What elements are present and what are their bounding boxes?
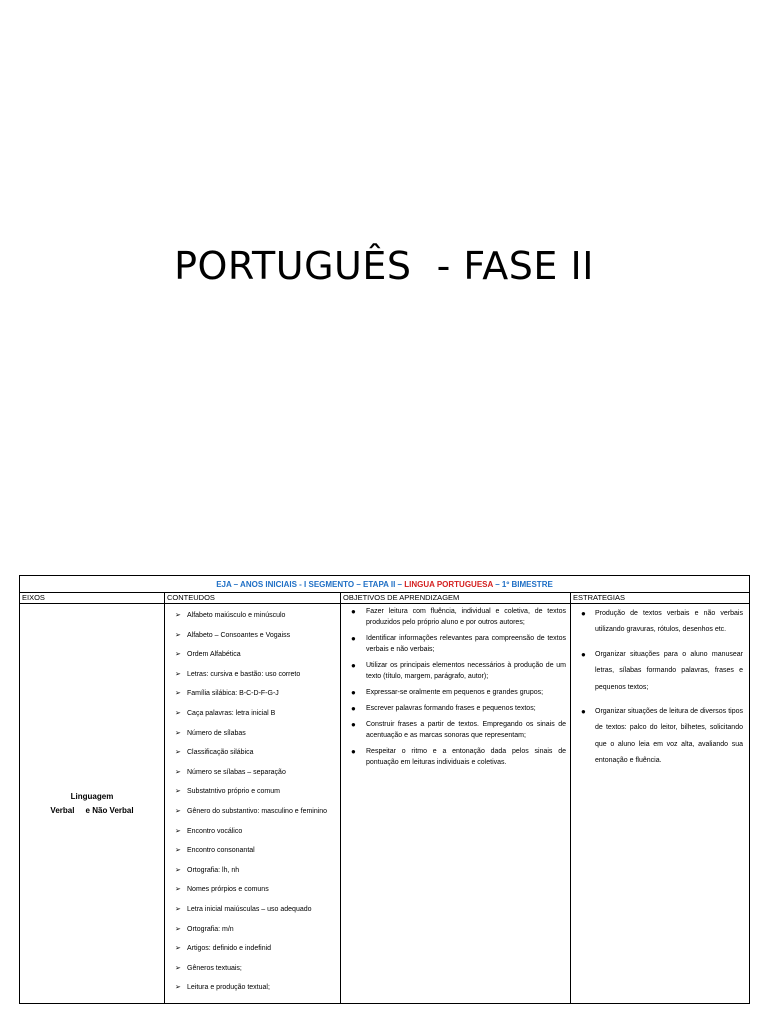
arrow-bullet-icon: ➢ bbox=[175, 807, 181, 815]
conteudo-item-text: Alfabeto – Consoantes e Vogaiss bbox=[187, 631, 291, 639]
estrategias-list bbox=[573, 604, 747, 770]
estrategia-item-text: Organizar situações de leitura de diversos tipos de textos: palco do leitor, bilhetes, solicitando que o aluno leia em voz alta, avaliando sua entonação e fluência. bbox=[595, 708, 743, 765]
objetivo-item bbox=[351, 703, 566, 714]
conteudo-item-text: Ortografia: m/n bbox=[187, 925, 234, 933]
banner-subject-text: LINGUA PORTUGUESA bbox=[404, 579, 493, 589]
eixo-line-2: Verbal e Não Verbal bbox=[50, 805, 134, 815]
objetivo-item bbox=[351, 746, 566, 768]
arrow-bullet-icon: ➢ bbox=[175, 690, 181, 698]
conteudo-item bbox=[175, 822, 338, 842]
dot-bullet-icon: ● bbox=[351, 704, 356, 713]
dot-bullet-icon: ● bbox=[351, 688, 356, 697]
objetivo-item bbox=[351, 719, 566, 741]
objetivo-item bbox=[351, 606, 566, 628]
conteudo-item bbox=[175, 920, 338, 940]
conteudo-item-text: Leitura e produção textual; bbox=[187, 984, 270, 992]
conteudo-item-text: Encontro consonantal bbox=[187, 847, 255, 855]
conteudo-item-text: Alfabeto maiúsculo e minúsculo bbox=[187, 612, 286, 619]
banner-segment-text: EJA – ANOS INICIAIS - I SEGMENTO – ETAPA II – bbox=[216, 579, 405, 589]
objetivos-cell bbox=[341, 604, 571, 1004]
table-banner bbox=[20, 576, 750, 593]
header-eixos: EIXOS bbox=[20, 593, 165, 604]
dot-bullet-icon: ● bbox=[351, 720, 356, 729]
header-objetivos: OBJETIVOS DE APRENDIZAGEM bbox=[341, 593, 571, 604]
conteudo-item-text: Número se sílabas – separação bbox=[187, 768, 286, 776]
objetivo-item bbox=[351, 687, 566, 698]
arrow-bullet-icon: ➢ bbox=[175, 886, 181, 894]
objetivo-item bbox=[351, 660, 566, 682]
conteudo-item-text: Gênero do substantivo: masculino e feminino bbox=[187, 807, 328, 815]
conteudo-item-text: Número de sílabas bbox=[187, 729, 246, 737]
conteudos-cell bbox=[165, 604, 341, 1004]
dot-bullet-icon: ● bbox=[351, 634, 356, 643]
arrow-bullet-icon: ➢ bbox=[175, 709, 181, 717]
arrow-bullet-icon: ➢ bbox=[175, 925, 181, 933]
conteudo-item bbox=[175, 626, 338, 646]
conteudo-item bbox=[175, 802, 338, 822]
dot-bullet-icon: ● bbox=[351, 661, 356, 670]
arrow-bullet-icon: ➢ bbox=[175, 631, 181, 639]
conteudos-list bbox=[167, 604, 338, 998]
conteudo-item-text: Letras: cursiva e bastão: uso correto bbox=[187, 670, 301, 678]
objetivo-item-text: Fazer leitura com fluência, individual e coletiva, de textos produzidos pelo próprio aluno e por outros autores; bbox=[366, 608, 566, 626]
objetivo-item-text: Utilizar os principais elementos necessários à produção de um texto (título, margem, parágrafo, autor); bbox=[366, 662, 566, 680]
table-banner-row bbox=[20, 576, 750, 593]
conteudo-item bbox=[175, 959, 338, 979]
arrow-bullet-icon: ➢ bbox=[175, 788, 181, 796]
estrategia-item bbox=[581, 704, 743, 770]
estrategia-item-text: Produção de textos verbais e não verbais utilizando gravuras, rótulos, desenhos etc. bbox=[595, 610, 743, 634]
curriculum-table bbox=[19, 575, 750, 1004]
arrow-bullet-icon: ➢ bbox=[175, 866, 181, 874]
page-title: PORTUGUÊS - FASE II bbox=[174, 244, 594, 288]
arrow-bullet-icon: ➢ bbox=[175, 651, 181, 659]
arrow-bullet-icon: ➢ bbox=[175, 945, 181, 953]
arrow-bullet-icon: ➢ bbox=[175, 670, 181, 678]
table-row bbox=[20, 604, 750, 1004]
conteudo-item bbox=[175, 763, 338, 783]
estrategias-cell bbox=[571, 604, 750, 1004]
dot-bullet-icon: ● bbox=[351, 747, 356, 756]
conteudo-item bbox=[175, 841, 338, 861]
conteudo-item-text: Substatntivo próprio e comum bbox=[187, 788, 280, 796]
conteudo-item bbox=[175, 684, 338, 704]
header-estrategias: ESTRATEGIAS bbox=[571, 593, 750, 604]
arrow-bullet-icon: ➢ bbox=[175, 768, 181, 776]
conteudo-item bbox=[175, 606, 338, 626]
arrow-bullet-icon: ➢ bbox=[175, 729, 181, 737]
conteudo-item bbox=[175, 880, 338, 900]
eixo-line-1: Linguagem bbox=[70, 791, 114, 801]
conteudo-item-text: Ortografia: lh, nh bbox=[187, 866, 240, 874]
arrow-bullet-icon: ➢ bbox=[175, 984, 181, 992]
header-conteudos: CONTEUDOS bbox=[165, 593, 341, 604]
arrow-bullet-icon: ➢ bbox=[175, 749, 181, 757]
objetivo-item-text: Respeitar o ritmo e a entonação dada pelos sinais de pontuação em leituras individuais e coletivas. bbox=[366, 748, 566, 766]
arrow-bullet-icon: ➢ bbox=[175, 964, 181, 972]
conteudo-item-text: Encontro vocálico bbox=[187, 827, 243, 835]
conteudo-item bbox=[175, 665, 338, 685]
conteudo-item bbox=[175, 645, 338, 665]
conteudo-item-text: Família silábica: B-C-D-F-G-J bbox=[187, 690, 279, 698]
conteudo-item-text: Ordem Alfabética bbox=[187, 651, 241, 659]
conteudo-item bbox=[175, 743, 338, 763]
estrategia-item-text: Organizar situações para o aluno manusear letras, sílabas formando palavras, frases e pequenos textos; bbox=[595, 650, 743, 691]
arrow-bullet-icon: ➢ bbox=[175, 612, 181, 619]
objetivos-list bbox=[343, 604, 568, 768]
objetivo-item-text: Expressar-se oralmente em pequenos e grandes grupos; bbox=[366, 689, 544, 696]
dot-bullet-icon: ● bbox=[581, 649, 586, 659]
conteudo-item-text: Artigos: definido e indefinid bbox=[187, 945, 272, 953]
conteudo-item bbox=[175, 900, 338, 920]
conteudo-item bbox=[175, 782, 338, 802]
dot-bullet-icon: ● bbox=[351, 607, 356, 616]
objetivo-item-text: Construir frases a partir de textos. Empregando os sinais de acentuação e as marcas sonoras que representam; bbox=[366, 721, 566, 739]
conteudo-item bbox=[175, 861, 338, 881]
conteudo-item bbox=[175, 704, 338, 724]
estrategia-item bbox=[581, 647, 743, 696]
dot-bullet-icon: ● bbox=[581, 609, 586, 618]
conteudo-item bbox=[175, 939, 338, 959]
objetivo-item-text: Escrever palavras formando frases e pequenos textos; bbox=[366, 705, 536, 712]
table-header-row bbox=[20, 593, 750, 604]
dot-bullet-icon: ● bbox=[581, 707, 586, 717]
conteudo-item-text: Caça palavras: letra inicial B bbox=[187, 709, 276, 717]
conteudo-item bbox=[175, 978, 338, 998]
conteudo-item bbox=[175, 724, 338, 744]
objetivo-item bbox=[351, 633, 566, 655]
objetivo-item-text: Identificar informações relevantes para compreensão de textos verbais e não verbais; bbox=[366, 635, 566, 653]
conteudo-item-text: Classificação silábica bbox=[187, 749, 254, 757]
conteudo-item-text: Letra inicial maiúsculas – uso adequado bbox=[187, 905, 312, 913]
arrow-bullet-icon: ➢ bbox=[175, 827, 181, 835]
eixo-cell bbox=[20, 604, 165, 1004]
banner-period-text: – 1º BIMESTRE bbox=[492, 579, 553, 589]
estrategia-item bbox=[581, 606, 743, 639]
arrow-bullet-icon: ➢ bbox=[175, 905, 181, 913]
arrow-bullet-icon: ➢ bbox=[175, 847, 181, 855]
conteudo-item-text: Gêneros textuais; bbox=[187, 964, 242, 972]
conteudo-item-text: Nomes prórpios e comuns bbox=[187, 886, 269, 894]
